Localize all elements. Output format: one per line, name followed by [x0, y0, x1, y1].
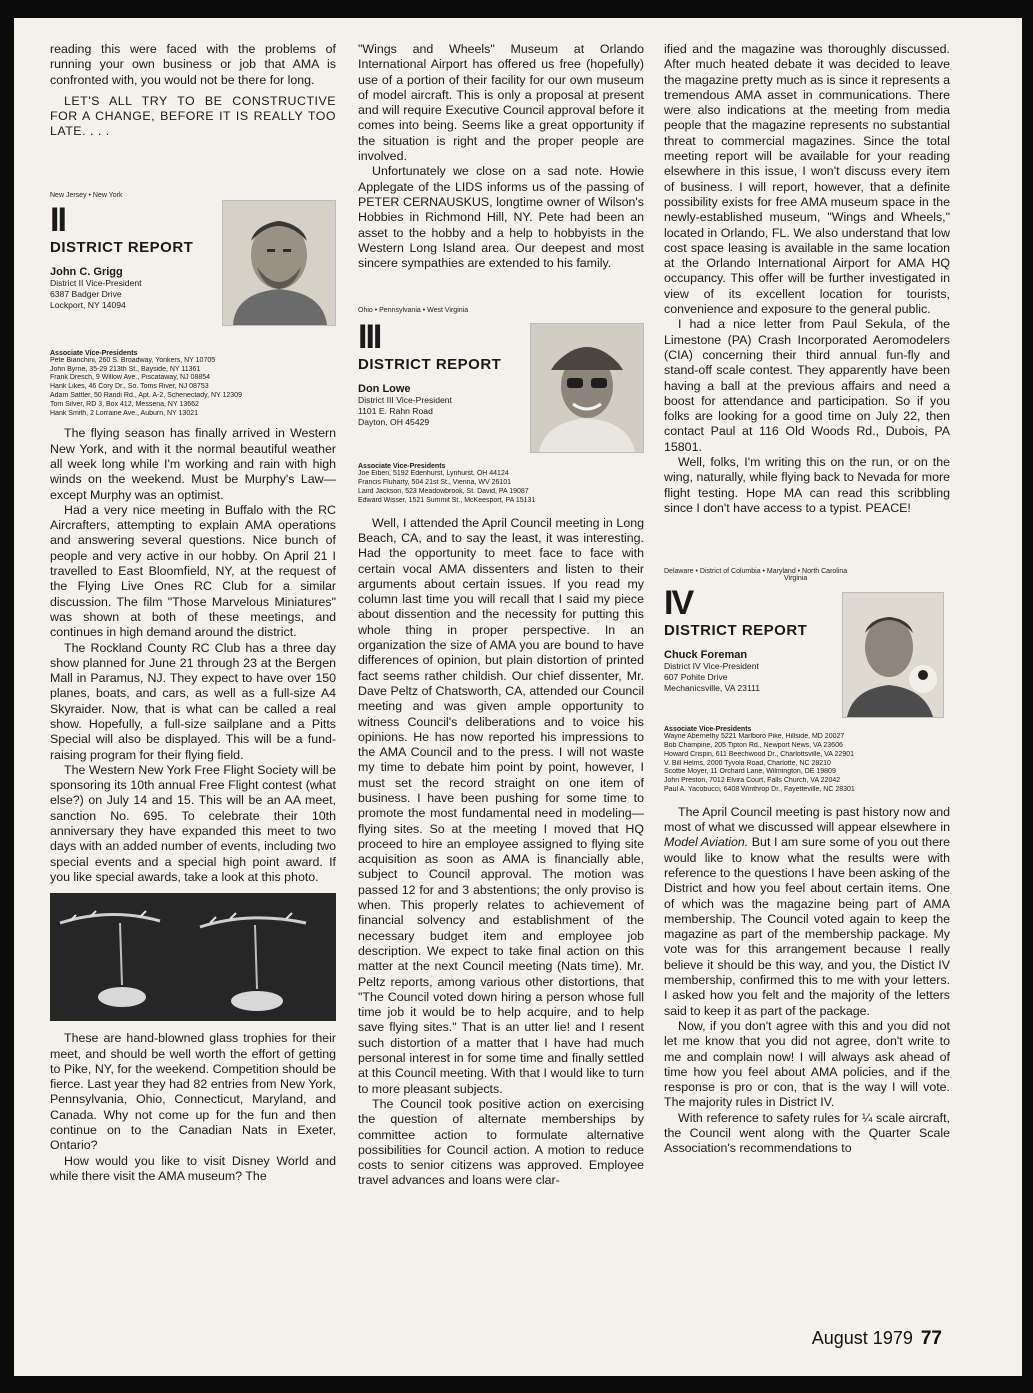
district-4-header [664, 568, 950, 720]
vp-line: District III Vice-President [358, 395, 452, 406]
column-3 [664, 42, 950, 1157]
magazine-title: Model Aviation. [664, 835, 749, 850]
vp-name: Don Lowe [358, 383, 411, 396]
paragraph: With reference to safety rules for ¼ scale aircraft, the Council went along with the Quarter Scale Association's recommendations to [664, 1110, 950, 1156]
paragraph-part: The April Council meeting is past history now and most of what we discussed will appear elsewhere in [664, 804, 950, 835]
assoc-vp: Scottie Moyer, 11 Orchard Lane, Wilmington, DE 19809 [664, 768, 836, 776]
paragraph: Well, folks, I'm writing this on the run, or on the wing, naturally, while flying back to Nevada for more flight testing. Hope MA can read this scribbling since I don't have access to a typist. PEACE! [664, 455, 950, 515]
district-title: DISTRICT REPORT [50, 238, 194, 256]
assoc-vp: Hank Smith, 2 Lorraine Ave., Auburn, NY 13021 [50, 409, 199, 417]
vp-photo-lowe [530, 323, 644, 453]
paragraph [664, 805, 950, 1019]
glass-trophies-image [50, 893, 336, 1021]
assoc-vp: Tom Silver, RD 3, Box 412, Messena, NY 13662 [50, 400, 199, 408]
vp-line: 607 Pohite Drive [664, 672, 728, 683]
assoc-vp: Bob Champine, 205 Tipton Rd., Newport News, VA 23606 [664, 742, 843, 749]
vp-name: Chuck Foreman [664, 649, 748, 662]
paragraph: Unfortunately we close on a sad note. Howie Applegate of the LIDS informs us of the passing of PETER CERNAUSKUS, longtime owner of Wilson's Hobbies in Richmond Hill, NY. Pete had been an asset to the hobby and a help to hobbyists in the Western Long Island area. Our deepest and most sincere sympathies are extended to his family. [358, 164, 644, 271]
paragraph: ified and the magazine was thoroughly discussed. After much heated debate it was decided to leave the magazine pretty much as is since it represents a tremendous AMA asset in communications. There were also indications at the meeting from media people that the magazine represents no substantial threat to commercial magazines. Since the total meeting report will be available for your reading elsewhere in this issue, I won't discuss every item of business. I will report, however, that a definite possibility exists for free AMA museum space in the newly-established museum, "Wings and Wheels," located in Orlando, FL. We also understand that low cost space leasing is available in the same location at the Orlando International Airport for AMA HQ occupancy. This offer will be further investigated in view of its excellent location for tourists, convenience and exposure to the general public. [664, 42, 950, 317]
assoc-vp: Hank Likes, 46 Cory Dr., So. Toms River, NJ 08753 [50, 383, 209, 391]
magazine-page [14, 18, 1022, 1376]
paragraph: The Western New York Free Flight Society will be sponsoring its 10th annual Free Flight contest (what else?) on July 14 and 15. This will be an AA meet, sanction No. 695. To celebrate their 10th anniversary they have expanded this meet to two days with an added number of events, including two special events and a special high point award. If you like special awards, take a look at this photo. [50, 762, 336, 884]
assoc-vp: Pete Bianchini, 260 S. Broadway, Yonkers, NY 10705 [50, 356, 216, 364]
district-numeral: IV [664, 584, 693, 623]
page-footer [812, 1328, 942, 1350]
paragraph: reading this were faced with the problems of running your own business or job that AMA is confronted with, you would not be there for long. [50, 42, 336, 87]
assoc-vp: V. Bill Helms, 2000 Tyvola Road, Charlotte, NC 28210 [664, 759, 831, 767]
paragraph: Now, if you don't agree with this and you did not let me know that you did not agree, don't write to me and complain now! I will always ask ahead of time how you feel about AMA policies, and if the response is pro or con, that is the way I will vote. The majority rules in District IV. [664, 1018, 950, 1110]
vp-photo-foreman [842, 592, 944, 718]
vp-line: Lockport, NY 14094 [50, 299, 126, 310]
vp-line: 6387 Badger Drive [50, 288, 122, 299]
vp-line: District II Vice-President [50, 277, 142, 288]
district-title: DISTRICT REPORT [664, 622, 808, 640]
assoc-vp: John Preston, 7012 Elvira Court, Falls Church, VA 22042 [664, 777, 841, 785]
vp-name: John C. Grigg [50, 265, 123, 278]
paragraph: The Council took positive action on exercising the question of alternate memberships by committee action to formulate alternative possibilities for Council action. A motion to reduce costs to senior citizens was approved. Employee travel advances and loans were clar- [358, 1096, 644, 1188]
page-number: 77 [920, 1328, 942, 1349]
assoc-vp: Howard Crispin, 611 Beechwood Dr., Charlottsville, VA 22901 [664, 750, 855, 758]
paragraph-part: But I am sure some of you out there would like to know what the results were with reference to the questions I have been asking of the District and how you feel about certain items. One of which was the magazine being part of AMA membership. The Council voted again to keep the magazine as part of the membership package. My vote was for this arrangement because I really believe it should be this way, and you, the Distict IV membership, confirmed this to me with your letters. I asked how you felt and the majority of the letters said to keep it as part of the package. [664, 835, 950, 1018]
vp-line: 1101 E. Rahn Road [358, 406, 433, 417]
district-states: New Jersey • New York [50, 191, 123, 199]
portrait-image [223, 201, 335, 325]
vp-photo-grigg [222, 200, 336, 326]
paragraph: "Wings and Wheels" Museum at Orlando International Airport has offered us free (hopefully) use of a portion of their facility for our own museum of model aircraft. This is only a proposal at present and will require Executive Council approval before it comes into being. Seems like a great opportunity if the situation is right and the proper people are involved. [358, 42, 644, 164]
district-states: Ohio • Pennsylvania • West Virginia [358, 307, 469, 315]
paragraph: These are hand-blowned glass trophies for their meet, and should be well worth the effort of getting to Pike, NY, for the weekend. Competition should be fierce. Last year they had 82 entries from New York, Pennsylvania, Ohio, Connecticut, Maryland, and Canada. Why not come up for the fun and then continue on to the Canadian Nats in Exeter, Ontario? [50, 1031, 336, 1153]
assoc-vp: Adam Sattler, 50 Randi Rd., Apt. A-2, Schenectady, NY 12309 [50, 391, 242, 399]
paragraph: The Rockland County RC Club has a three day show planned for June 21 through 23 at the Bergen Mall in Paramus, NJ. They expect to have over 150 planes, boats, and cars, as well as a full-size A4 Skyraider. Now, that is what can be called a real show. Hopefully, a full-size sailplane and a Pitts Special will also be displayed. This will be a fund-raising program for their flying field. [50, 640, 336, 762]
portrait-image [843, 593, 943, 717]
district-2-header [50, 192, 336, 344]
assoc-title: Associate Vice-Presidents [358, 463, 446, 471]
vp-line: Mechanicsville, VA 23111 [664, 683, 761, 694]
vp-line: Dayton, OH 45429 [358, 417, 430, 428]
column-1 [50, 42, 336, 1184]
district-numeral: III [358, 318, 381, 357]
paragraph: How would you like to visit Disney World and while there visit the AMA museum? The [50, 1153, 336, 1183]
assoc-vp: Edward Wisser, 1521 Summit St., McKeesport, PA 15131 [358, 496, 536, 504]
district-title: DISTRICT REPORT [358, 356, 502, 374]
assoc-vp: Laird Jackson, 523 Meadowbrook, St. David, PA 19087 [358, 488, 529, 496]
paragraph-caps: LET'S ALL TRY TO BE CONSTRUCTIVE FOR A CHANGE, BEFORE IT IS REALLY TOO LATE. . . . [50, 93, 336, 139]
assoc-title: Associate Vice-Presidents [50, 349, 138, 357]
assoc-title: Associate Vice-Presidents [664, 726, 752, 734]
district-states-2: Virginia [784, 575, 808, 583]
assoc-vp: Wayne Abernethy 5221 Marlboro Pike, Hillside, MD 20027 [664, 733, 845, 741]
trophy-photo [50, 893, 336, 1021]
assoc-vp: Frank Dresch, 9 Willow Ave., Piscataway, NJ 08854 [50, 374, 211, 382]
assoc-vp: Joe Eiben, 5192 Edenhurst, Lynhurst, OH 44124 [358, 470, 509, 478]
vp-line: District IV Vice-President [664, 661, 759, 672]
portrait-image [531, 324, 643, 452]
assoc-vp: Francis Fluharty, 504 21st St., Vienna, WV 26101 [358, 479, 512, 487]
district-states: Delaware • District of Columbia • Maryland • North Carolina [664, 568, 848, 576]
issue-date: August 1979 [811, 1328, 913, 1348]
assoc-vp: John Byrne, 35-29 213th St., Bayside, NY 11361 [50, 365, 201, 373]
district-3-header [358, 307, 644, 457]
assoc-vp: Paul A. Yacobucci, 6408 Winthrop Dr., Fayetteville, NC 28301 [664, 785, 855, 793]
district-numeral: II [50, 200, 65, 239]
paragraph: Well, I attended the April Council meeting in Long Beach, CA, and to say the least, it was interesting. Had the opportunity to meet face to face with certain vocal AMA dissenters and listen to their arguments about certain issues. If you read my column last time you will recall that I said my piece about dissention and the necessity for putting this whole thing in proper perspective. In an organization the size of AMA you are bound to have differences of opinion, but plain distortion of printed fact seems rather childish. Our chief dissenter, Mr. Dave Peltz of Chatsworth, CA, attended our Council meeting and was given ample opportunity to witness Council's deliberations and to voice his opinions. He has now reported his impressions to the AMA Council and to the press. I will not waste my time to debate him point by point, however, I must set the record straight on one item of business. I have been pushing for some time to promote the most fundamental need in modeling—flying sites. So at the meeting I moved that HQ proceed to hire an employee assigned to flying site acquisition as soon as AMA is financially able, subject to Council approval. The motion was passed 12 for and 3 abstentions; the only proviso is when. This properly relates to achievement of financial solvency and establishment of the necessary budget item and employee job description. We expect to take final action on this matter at the next Council meeting (Nats time). Mr. Peltz reports, among various other distortions, that "The Council voted down hiring a person whose full time job it would be to help acquire, and to help save flying sites." That is an utter lie! and I resent such distortion of a matter that I have had much personal interest in for some time and finally settled at this Council meeting. With that I would like to turn to more pleasant subjects. [358, 515, 644, 1096]
paragraph: Had a very nice meeting in Buffalo with the RC Aircrafters, attempting to explain AMA operations and answering several questions. Nice bunch of people and very active in our hobby. On April 21 I travelled to East Bloomfield, NY, at the request of the Flying Live Ones RC Club for a similar discussion. The film "Those Marvelous Miniatures" was shown at both of these meetings, and continues in high demand around the district. [50, 502, 336, 640]
paragraph: I had a nice letter from Paul Sekula, of the Limestone (PA) Crash Incorporated Aeromodelers (CIA) concerning their third annual fun-fly and stand-off scale contest. They apparently have been having a ball at the previous affairs and need a boost for attendance and participation. So if you folks are looking for a good time on July 22, then contact Paul at 116 Old Woods Rd., Dubois, PA 15801. [664, 317, 950, 454]
paragraph: The flying season has finally arrived in Western New York, and with it the normal beautiful weather all week long while I'm working and rain with high winds on the weekend. Must be Murphy's Law—except Murphy was an optimist. [50, 426, 336, 502]
column-2 [358, 42, 644, 1189]
